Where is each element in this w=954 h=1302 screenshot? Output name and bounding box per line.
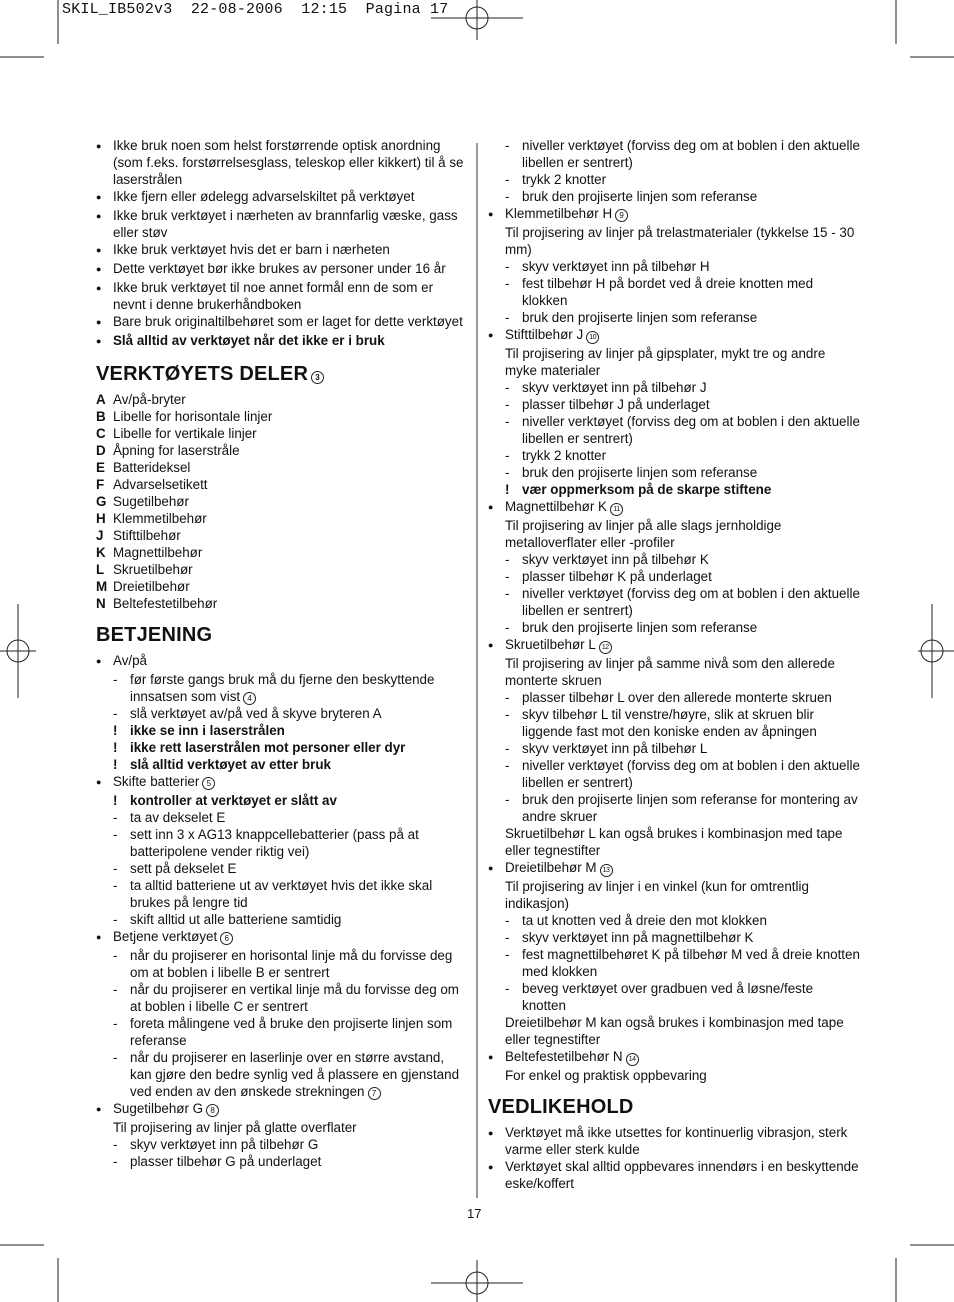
step-item bbox=[488, 757, 860, 791]
item-text: Ikke bruk verktøyet til noe annet formål enn de som er nevnt i denne brukerhåndboken bbox=[113, 280, 434, 312]
item-text: Verktøyet skal alltid oppbevares innendørs i en beskyttende eske/koffert bbox=[505, 1159, 859, 1191]
item-text: niveller verktøyet (forviss deg om at boblen i den aktuelle libellen er sentrert) bbox=[522, 138, 860, 170]
part-item bbox=[96, 425, 468, 442]
item-text: Til projisering av linjer på gipsplater, mykt tre og andre myke materialer bbox=[505, 346, 826, 378]
step-item bbox=[96, 911, 468, 928]
list-item bbox=[96, 207, 468, 241]
description bbox=[488, 345, 860, 379]
list-item bbox=[96, 137, 468, 188]
item-text: Ikke fjern eller ødelegg advarselskiltet på verktøyet bbox=[113, 189, 415, 204]
item-text: Skruetilbehør L kan også brukes i kombinasjon med tape eller tegnestifter bbox=[505, 826, 843, 858]
item-text: For enkel og praktisk oppbevaring bbox=[505, 1068, 707, 1083]
item-text: Ikke bruk verktøyet i nærheten av brannfarlig væske, gass eller støv bbox=[113, 208, 458, 240]
list-marker: - bbox=[505, 569, 510, 584]
list-marker: - bbox=[113, 706, 118, 721]
list-item bbox=[488, 636, 860, 655]
step-item bbox=[488, 137, 860, 171]
item-text: Slå alltid av verktøyet når det ikke er i bruk bbox=[113, 333, 385, 348]
item-text: plasser tilbehør G på underlaget bbox=[130, 1154, 322, 1169]
item-text: Stifttilbehør bbox=[113, 528, 181, 543]
item-text: Advarselsetikett bbox=[113, 477, 208, 492]
registration-mark-left bbox=[0, 604, 36, 698]
warning-item bbox=[96, 722, 468, 739]
figure-ref: 4 bbox=[243, 692, 256, 705]
item-text: niveller verktøyet (forviss deg om at boblen i den aktuelle libellen er sentrert) bbox=[522, 586, 860, 618]
list-item bbox=[96, 241, 468, 260]
bullet-icon bbox=[488, 636, 505, 655]
page-number: 17 bbox=[467, 1206, 482, 1221]
figure-ref: 11 bbox=[610, 503, 623, 516]
part-item bbox=[96, 391, 468, 408]
item-text: Dreietilbehør bbox=[113, 579, 190, 594]
item-text: Bare bruk originaltilbehøret som er laget for dette verktøyet bbox=[113, 314, 463, 329]
list-item bbox=[96, 652, 468, 671]
list-marker: ! bbox=[113, 740, 118, 755]
item-text: Magnettilbehør bbox=[113, 545, 203, 560]
item-text: Skifte batterier 5 bbox=[113, 773, 468, 790]
item-text: Av/på bbox=[113, 653, 147, 668]
item-text: Sugetilbehør bbox=[113, 494, 189, 509]
list-item bbox=[488, 205, 860, 224]
item-text: ta ut knotten ved å dreie den mot klokken bbox=[522, 913, 767, 928]
item-text: Ikke bruk verktøyet hvis det er barn i nærheten bbox=[113, 242, 390, 257]
description bbox=[488, 1067, 860, 1084]
list-marker: - bbox=[505, 586, 510, 601]
figure-ref: 5 bbox=[202, 777, 215, 790]
list-marker: N bbox=[96, 596, 106, 611]
list-marker: F bbox=[96, 477, 105, 492]
list-marker: - bbox=[505, 552, 510, 567]
step-item bbox=[488, 946, 860, 980]
list-marker: K bbox=[96, 545, 106, 560]
step-item bbox=[488, 912, 860, 929]
left-column bbox=[96, 137, 468, 1170]
step-item bbox=[96, 671, 468, 705]
list-marker: - bbox=[505, 913, 510, 928]
step-item bbox=[96, 981, 468, 1015]
list-marker: B bbox=[96, 409, 106, 424]
item-text: fest tilbehør H på bordet ved å dreie knotten med klokken bbox=[522, 276, 814, 308]
part-item bbox=[96, 459, 468, 476]
bullet-icon bbox=[96, 1100, 113, 1119]
section-heading-parts: VERKTØYETS DELER 3 bbox=[96, 362, 468, 386]
list-marker: - bbox=[505, 310, 510, 325]
right-column bbox=[488, 137, 860, 1192]
item-text: trykk 2 knotter bbox=[522, 448, 607, 463]
list-marker: - bbox=[505, 792, 510, 807]
warning-item bbox=[96, 792, 468, 809]
part-item bbox=[96, 442, 468, 459]
list-marker: - bbox=[505, 189, 510, 204]
item-text: niveller verktøyet (forviss deg om at boblen i den aktuelle libellen er sentrert) bbox=[522, 758, 860, 790]
list-marker: G bbox=[96, 494, 107, 509]
list-marker: C bbox=[96, 426, 106, 441]
step-item bbox=[488, 447, 860, 464]
list-marker: - bbox=[113, 672, 118, 687]
step-item bbox=[488, 791, 860, 825]
bullet-icon bbox=[488, 498, 505, 517]
description bbox=[488, 878, 860, 912]
item-text: Til projisering av linjer på glatte overflater bbox=[113, 1120, 357, 1135]
step-item bbox=[96, 809, 468, 826]
step-item bbox=[488, 464, 860, 481]
description bbox=[488, 655, 860, 689]
list-marker: - bbox=[113, 1050, 118, 1065]
item-text: skift alltid ut alle batteriene samtidig bbox=[130, 912, 342, 927]
item-text: bruk den projiserte linjen som referanse bbox=[522, 189, 758, 204]
list-marker: - bbox=[113, 810, 118, 825]
list-marker: - bbox=[505, 620, 510, 635]
list-marker: - bbox=[113, 878, 118, 893]
note bbox=[488, 825, 860, 859]
bullet-icon bbox=[488, 326, 505, 345]
list-marker: ! bbox=[113, 793, 118, 808]
step-item bbox=[488, 275, 860, 309]
figure-ref: 13 bbox=[600, 864, 613, 877]
list-marker: - bbox=[505, 741, 510, 756]
step-item bbox=[96, 877, 468, 911]
list-marker: - bbox=[505, 981, 510, 996]
bullet-icon bbox=[96, 137, 113, 156]
part-item bbox=[96, 578, 468, 595]
list-item bbox=[96, 773, 468, 792]
list-marker: H bbox=[96, 511, 106, 526]
list-marker: E bbox=[96, 460, 105, 475]
step-item bbox=[488, 585, 860, 619]
step-item bbox=[96, 860, 468, 877]
item-text: skyv verktøyet inn på tilbehør K bbox=[522, 552, 709, 567]
description bbox=[488, 224, 860, 258]
step-item bbox=[488, 309, 860, 326]
item-text: Batterideksel bbox=[113, 460, 191, 475]
list-marker: - bbox=[505, 397, 510, 412]
item-text: bruk den projiserte linjen som referanse bbox=[522, 465, 758, 480]
item-text: Dreietilbehør M 13 bbox=[505, 859, 860, 877]
item-text: ta alltid batteriene ut av verktøyet hvis det ikke skal brukes på lengre tid bbox=[130, 878, 433, 910]
step-item bbox=[488, 740, 860, 757]
bullet-icon bbox=[488, 1158, 505, 1177]
list-marker: - bbox=[505, 930, 510, 945]
step-item bbox=[488, 706, 860, 740]
step-item bbox=[488, 396, 860, 413]
item-text: når du projiserer en horisontal linje må du forvisse deg om at boblen i libelle B er sentrert bbox=[130, 948, 453, 980]
step-item bbox=[488, 619, 860, 636]
bullet-icon bbox=[96, 313, 113, 332]
list-item bbox=[96, 332, 468, 351]
part-item bbox=[96, 510, 468, 527]
item-text: Dreietilbehør M kan også brukes i kombinasjon med tape eller tegnestifter bbox=[505, 1015, 844, 1047]
list-marker: ! bbox=[113, 723, 118, 738]
item-text: Verktøyet må ikke utsettes for kontinuerlig vibrasjon, sterk varme eller sterk kulde bbox=[505, 1125, 848, 1157]
bullet-icon bbox=[96, 928, 113, 947]
item-text: Beltefestetilbehør bbox=[113, 596, 218, 611]
bullet-icon bbox=[96, 279, 113, 298]
list-marker: - bbox=[505, 465, 510, 480]
item-text: skyv tilbehør L til venstre/høyre, slik at skruen blir liggende fast mot den koniske enden av åpningen bbox=[522, 707, 817, 739]
list-marker: ! bbox=[113, 757, 118, 772]
list-marker: J bbox=[96, 528, 104, 543]
item-text: Klemmetilbehør H 9 bbox=[505, 205, 860, 222]
part-item bbox=[96, 408, 468, 425]
list-item bbox=[96, 260, 468, 279]
part-item bbox=[96, 527, 468, 544]
list-marker: A bbox=[96, 392, 106, 407]
step-item bbox=[96, 705, 468, 722]
item-text: fest magnettilbehøret K på tilbehør M ved å dreie knotten med klokken bbox=[522, 947, 860, 979]
step-item bbox=[96, 947, 468, 981]
step-item bbox=[488, 188, 860, 205]
step-item bbox=[96, 1015, 468, 1049]
list-marker: - bbox=[113, 827, 118, 842]
item-text: niveller verktøyet (forviss deg om at boblen i den aktuelle libellen er sentrert) bbox=[522, 414, 860, 446]
item-text: Til projisering av linjer i en vinkel (kun for omtrentlig indikasjon) bbox=[505, 879, 809, 911]
list-item bbox=[96, 1100, 468, 1119]
list-marker: - bbox=[113, 912, 118, 927]
step-item bbox=[488, 568, 860, 585]
bullet-icon bbox=[96, 773, 113, 792]
item-text: Beltefestetilbehør N 14 bbox=[505, 1048, 860, 1066]
list-item bbox=[488, 326, 860, 345]
item-text: vær oppmerksom på de skarpe stiftene bbox=[522, 482, 772, 497]
item-text: bruk den projiserte linjen som referanse bbox=[522, 620, 758, 635]
figure-ref: 6 bbox=[220, 932, 233, 945]
list-item bbox=[96, 928, 468, 947]
list-marker: - bbox=[113, 1137, 118, 1152]
item-text: Sugetilbehør G 8 bbox=[113, 1100, 468, 1117]
list-item bbox=[488, 1048, 860, 1067]
item-text: Libelle for vertikale linjer bbox=[113, 426, 257, 441]
step-item bbox=[488, 929, 860, 946]
list-marker: - bbox=[113, 1016, 118, 1031]
list-marker: - bbox=[505, 380, 510, 395]
step-item bbox=[96, 1153, 468, 1170]
item-text: slå alltid verktøyet av etter bruk bbox=[130, 757, 331, 772]
list-marker: - bbox=[113, 1154, 118, 1169]
description bbox=[488, 517, 860, 551]
list-item bbox=[96, 279, 468, 313]
part-item bbox=[96, 544, 468, 561]
warning-item bbox=[96, 739, 468, 756]
list-marker: ! bbox=[505, 482, 510, 497]
item-text: beveg verktøyet over gradbuen ved å løsne/feste knotten bbox=[522, 981, 814, 1013]
note bbox=[488, 1014, 860, 1048]
item-text: kontroller at verktøyet er slått av bbox=[130, 793, 337, 808]
figure-ref: 9 bbox=[615, 209, 628, 222]
item-text: Klemmetilbehør bbox=[113, 511, 207, 526]
print-slug: SKIL_IB502v3 22-08-2006 12:15 Pagina 17 bbox=[62, 1, 449, 18]
item-text: når du projiserer en laserlinje over en større avstand, kan gjøre den bedre synlig ved å plassere en gjenstand ved enden av den ønskede strekningen 7 bbox=[130, 1050, 460, 1099]
list-marker: D bbox=[96, 443, 106, 458]
item-text: Til projisering av linjer på samme nivå som den allerede monterte skruen bbox=[505, 656, 835, 688]
list-marker: - bbox=[505, 947, 510, 962]
registration-mark-top bbox=[431, 0, 523, 40]
list-item bbox=[96, 188, 468, 207]
list-marker: - bbox=[505, 276, 510, 291]
list-marker: - bbox=[505, 259, 510, 274]
item-text: skyv verktøyet inn på magnettilbehør K bbox=[522, 930, 754, 945]
item-text: Libelle for horisontale linjer bbox=[113, 409, 273, 424]
bullet-icon bbox=[488, 859, 505, 878]
item-text: sett inn 3 x AG13 knappcellebatterier (pass på at batteripolene vender riktig vei) bbox=[130, 827, 419, 859]
step-item bbox=[488, 171, 860, 188]
item-text: skyv verktøyet inn på tilbehør L bbox=[522, 741, 708, 756]
step-item bbox=[488, 413, 860, 447]
step-item bbox=[488, 379, 860, 396]
bullet-icon bbox=[488, 1048, 505, 1067]
item-text: Av/på-bryter bbox=[113, 392, 186, 407]
list-item bbox=[488, 1124, 860, 1158]
warning-item bbox=[488, 481, 860, 498]
item-text: bruk den projiserte linjen som referanse for montering av andre skruer bbox=[522, 792, 858, 824]
list-marker: - bbox=[505, 448, 510, 463]
item-text: skyv verktøyet inn på tilbehør H bbox=[522, 259, 710, 274]
item-text: foreta målingene ved å bruke den projiserte linjen som referanse bbox=[130, 1016, 453, 1048]
item-text: plasser tilbehør L over den allerede monterte skruen bbox=[522, 690, 832, 705]
step-item bbox=[488, 980, 860, 1014]
step-item bbox=[488, 551, 860, 568]
part-item bbox=[96, 493, 468, 510]
item-text: Skruetilbehør L 12 bbox=[505, 636, 860, 654]
item-text: plasser tilbehør K på underlaget bbox=[522, 569, 712, 584]
item-text: skyv verktøyet inn på tilbehør G bbox=[130, 1137, 319, 1152]
description bbox=[96, 1119, 468, 1136]
part-item bbox=[96, 561, 468, 578]
figure-ref: 10 bbox=[586, 331, 599, 344]
list-marker: - bbox=[113, 948, 118, 963]
item-text: trykk 2 knotter bbox=[522, 172, 607, 187]
item-text: ta av dekselet E bbox=[130, 810, 226, 825]
list-marker: - bbox=[505, 414, 510, 429]
list-marker: - bbox=[505, 707, 510, 722]
item-text: Ikke bruk noen som helst forstørrende optisk anordning (som f.eks. forstørrelsesglass, teleskop eller kikkert) til å se laserstrålen bbox=[113, 138, 464, 187]
registration-mark-right bbox=[918, 604, 954, 698]
list-item bbox=[488, 859, 860, 878]
list-marker: - bbox=[113, 982, 118, 997]
bullet-icon bbox=[96, 260, 113, 279]
item-text: Stifttilbehør J 10 bbox=[505, 326, 860, 344]
item-text: når du projiserer en vertikal linje må du forvisse deg om at boblen i libelle C er sentrert bbox=[130, 982, 459, 1014]
step-item bbox=[96, 1049, 468, 1100]
item-text: bruk den projiserte linjen som referanse bbox=[522, 310, 758, 325]
list-marker: - bbox=[505, 138, 510, 153]
section-heading-operation: BETJENING bbox=[96, 624, 213, 646]
bullet-icon bbox=[96, 652, 113, 671]
item-text: Til projisering av linjer på trelastmaterialer (tykkelse 15 - 30 mm) bbox=[505, 225, 855, 257]
part-item bbox=[96, 595, 468, 612]
bullet-icon bbox=[96, 332, 113, 351]
step-item bbox=[488, 689, 860, 706]
bullet-icon bbox=[488, 1124, 505, 1143]
item-text: ikke rett laserstrålen mot personer eller dyr bbox=[130, 740, 406, 755]
warning-item bbox=[96, 756, 468, 773]
step-item bbox=[488, 258, 860, 275]
figure-ref: 8 bbox=[206, 1104, 219, 1117]
bullet-icon bbox=[488, 205, 505, 224]
item-text: slå verktøyet av/på ved å skyve bryteren A bbox=[130, 706, 382, 721]
list-item bbox=[488, 498, 860, 517]
list-item bbox=[488, 1158, 860, 1192]
step-item bbox=[96, 826, 468, 860]
list-marker: - bbox=[505, 690, 510, 705]
list-marker: M bbox=[96, 579, 108, 594]
bullet-icon bbox=[96, 188, 113, 207]
registration-mark-bottom bbox=[431, 1260, 523, 1302]
figure-ref: 3 bbox=[311, 371, 324, 384]
list-marker: - bbox=[113, 861, 118, 876]
item-text: før første gangs bruk må du fjerne den beskyttende innsatsen som vist 4 bbox=[130, 672, 435, 704]
step-item bbox=[96, 1136, 468, 1153]
bullet-icon bbox=[96, 241, 113, 260]
bullet-icon bbox=[96, 207, 113, 226]
list-item bbox=[96, 313, 468, 332]
list-marker: - bbox=[505, 172, 510, 187]
item-text: Åpning for laserstråle bbox=[113, 443, 240, 458]
item-text: Betjene verktøyet 6 bbox=[113, 928, 468, 945]
item-text: ikke se inn i laserstrålen bbox=[130, 723, 285, 738]
item-text: Skruetilbehør bbox=[113, 562, 193, 577]
figure-ref: 12 bbox=[599, 641, 612, 654]
figure-ref: 7 bbox=[368, 1087, 381, 1100]
list-marker: L bbox=[96, 562, 105, 577]
item-text: plasser tilbehør J på underlaget bbox=[522, 397, 710, 412]
item-text: sett på dekselet E bbox=[130, 861, 237, 876]
item-text: Magnettilbehør K 11 bbox=[505, 498, 860, 516]
section-heading-maintenance: VEDLIKEHOLD bbox=[488, 1096, 634, 1118]
item-text: Til projisering av linjer på alle slags jernholdige metalloverflater eller -profiler bbox=[505, 518, 782, 550]
figure-ref: 14 bbox=[626, 1053, 639, 1066]
item-text: skyv verktøyet inn på tilbehør J bbox=[522, 380, 707, 395]
list-marker: - bbox=[505, 758, 510, 773]
part-item bbox=[96, 476, 468, 493]
item-text: Dette verktøyet bør ikke brukes av personer under 16 år bbox=[113, 261, 446, 276]
